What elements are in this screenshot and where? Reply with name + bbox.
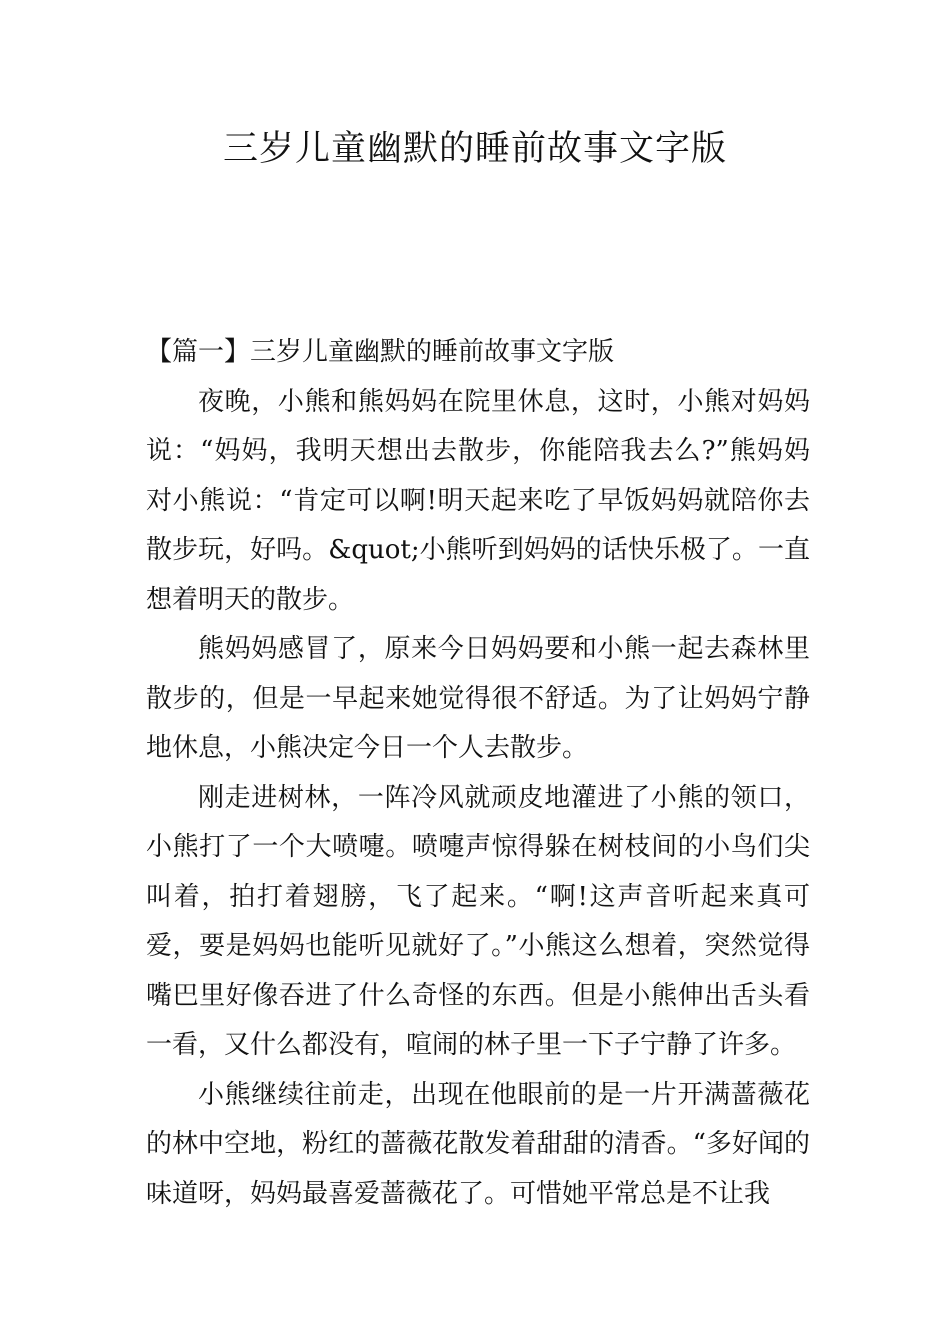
paragraph-3: 刚走进树林，一阵冷风就顽皮地灌进了小熊的领口，小熊打了一个大喷嚏。喷嚏声惊得躲在树枝间的小鸟们尖叫着，拍打着翅膀，飞了起来。“啊!这声音听起来真可爱，要是妈妈也能听见就好了。”小熊这么想着，突然觉得嘴巴里好像吞进了什么奇怪的东西。但是小熊伸出舌头看一看，又什么都没有，喧闹的林子里一下子宁静了许多。 [146, 782, 810, 1060]
document-body [146, 328, 810, 1219]
paragraph-1: 夜晚，小熊和熊妈妈在院里休息，这时，小熊对妈妈说：“妈妈，我明天想出去散步，你能陪我去么?”熊妈妈对小熊说：“肯定可以啊!明天起来吃了早饭妈妈就陪你去散步玩，好吗。&quot;小熊听到妈妈的话快乐极了。一直想着明天的散步。 [146, 386, 810, 615]
section-heading: 【篇一】三岁儿童幽默的睡前故事文字版 [146, 337, 615, 367]
paragraph-2: 熊妈妈感冒了，原来今日妈妈要和小熊一起去森林里散步的，但是一早起来她觉得很不舒适。为了让妈妈宁静地休息，小熊决定今日一个人去散步。 [146, 634, 810, 763]
document-title: 三岁儿童幽默的睡前故事文字版 [222, 129, 727, 169]
paragraph-4: 小熊继续往前走，出现在他眼前的是一片开满蔷薇花的林中空地，粉红的蔷薇花散发着甜甜的清香。“多好闻的味道呀，妈妈最喜爱蔷薇花了。可惜她平常总是不让我 [146, 1079, 810, 1209]
